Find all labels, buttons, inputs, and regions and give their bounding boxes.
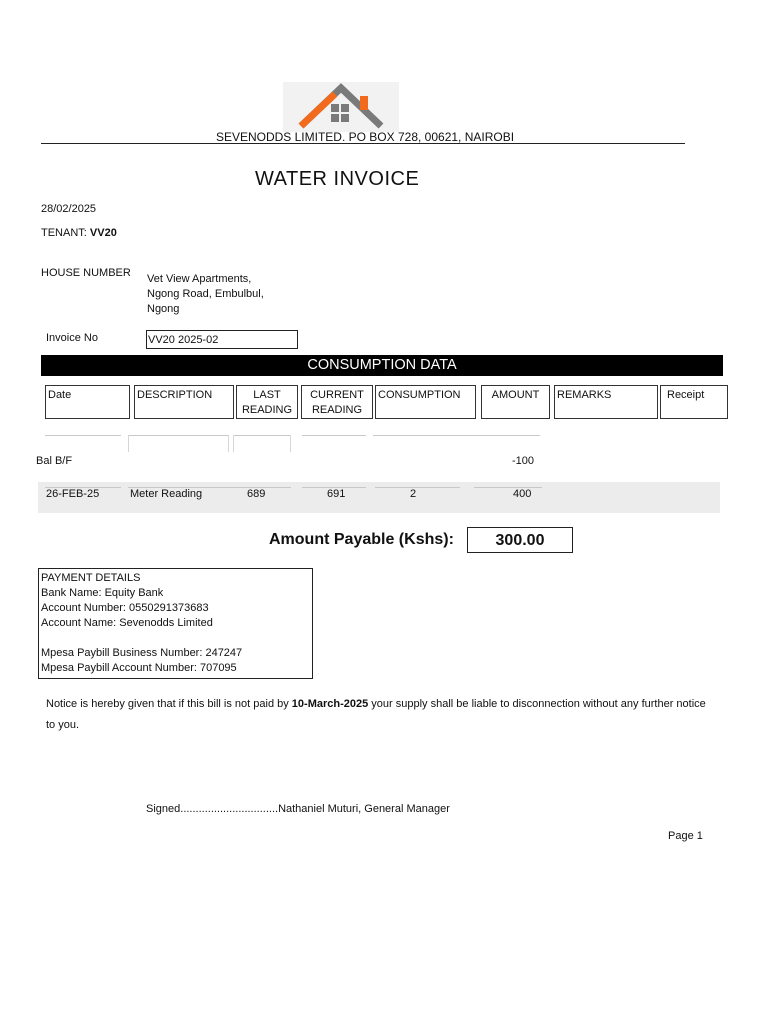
disconnection-notice xyxy=(46,694,706,736)
table-guide-line xyxy=(290,435,291,452)
notice-text: your supply shall be liable to disconnection without any further notice to you. xyxy=(46,698,706,731)
invoice-no-field: VV20 2025-02 xyxy=(146,330,298,349)
company-line: SEVENODDS LIMITED. PO BOX 728, 00621, NAIROBI xyxy=(215,130,515,144)
col-header-receipt: Receipt xyxy=(660,385,728,419)
row-description: Meter Reading xyxy=(130,488,203,500)
page-title: WATER INVOICE xyxy=(255,168,420,190)
house-address xyxy=(147,272,264,317)
row-current-reading: 691 xyxy=(327,488,346,500)
bal-bf-label: Bal B/F xyxy=(36,455,73,467)
amount-payable-value: 300.00 xyxy=(467,527,573,553)
table-guide-line xyxy=(233,435,290,436)
col-header-text: LAST xyxy=(253,389,281,401)
col-header-last-reading xyxy=(236,385,298,419)
table-guide-line xyxy=(128,435,228,436)
address-line: Ngong Road, Embulbul, xyxy=(147,288,264,300)
payment-details-box xyxy=(38,568,313,679)
bal-bf-amount: -100 xyxy=(512,455,535,467)
signed-label: Signed xyxy=(146,803,181,815)
col-header-current-reading xyxy=(301,385,373,419)
invoice-date: 28/02/2025 xyxy=(41,203,97,215)
table-guide-line xyxy=(233,435,234,452)
notice-deadline: 10-March-2025 xyxy=(291,698,369,710)
signature-line xyxy=(146,803,450,815)
amount-payable-label: Amount Payable (Kshs): xyxy=(269,531,454,548)
address-line: Ngong xyxy=(147,303,180,315)
address-line: Vet View Apartments, xyxy=(147,273,252,285)
col-header-consumption: CONSUMPTION xyxy=(375,385,476,419)
header-divider xyxy=(41,143,685,144)
tenant-value: VV20 xyxy=(89,227,117,239)
payment-line: Account Name: Sevenodds Limited xyxy=(41,617,213,629)
signer-name: Nathaniel Muturi, General Manager xyxy=(278,803,450,815)
tenant-line xyxy=(41,227,117,239)
consumption-heading: CONSUMPTION DATA xyxy=(41,355,723,376)
col-header-amount: AMOUNT xyxy=(481,385,550,419)
col-header-description: DESCRIPTION xyxy=(134,385,234,419)
table-guide-line xyxy=(45,435,121,436)
payment-line: Bank Name: Equity Bank xyxy=(41,587,164,599)
table-guide-line xyxy=(128,435,129,452)
payment-line: Mpesa Paybill Account Number: 707095 xyxy=(41,662,237,674)
row-last-reading: 689 xyxy=(247,488,266,500)
house-number-label: HOUSE NUMBER xyxy=(41,267,131,279)
col-header-text: CURRENT xyxy=(310,389,364,401)
row-date: 26-FEB-25 xyxy=(46,488,100,500)
payment-line: Account Number: 0550291373683 xyxy=(41,602,209,614)
table-guide-line xyxy=(375,487,460,488)
payment-heading: PAYMENT DETAILS xyxy=(41,572,141,584)
table-guide-line xyxy=(302,435,366,436)
row-amount: 400 xyxy=(513,488,532,500)
col-header-remarks: REMARKS xyxy=(554,385,658,419)
col-header-text: READING xyxy=(241,404,293,416)
company-logo xyxy=(283,82,399,132)
payment-line: Mpesa Paybill Business Number: 247247 xyxy=(41,647,243,659)
signature-dots: ................................ xyxy=(180,803,279,815)
table-guide-line xyxy=(474,487,542,488)
page-number: Page 1 xyxy=(668,830,703,842)
table-guide-line xyxy=(373,435,540,436)
invoice-no-label: Invoice No xyxy=(46,332,98,344)
house-logo-icon xyxy=(283,82,399,132)
table-guide-line xyxy=(228,435,229,452)
col-header-text: READING xyxy=(311,404,363,416)
notice-text: Notice is hereby given that if this bill is not paid by xyxy=(46,698,292,710)
col-header-date: Date xyxy=(45,385,130,419)
row-consumption: 2 xyxy=(410,488,417,500)
tenant-label: TENANT: xyxy=(41,227,87,239)
